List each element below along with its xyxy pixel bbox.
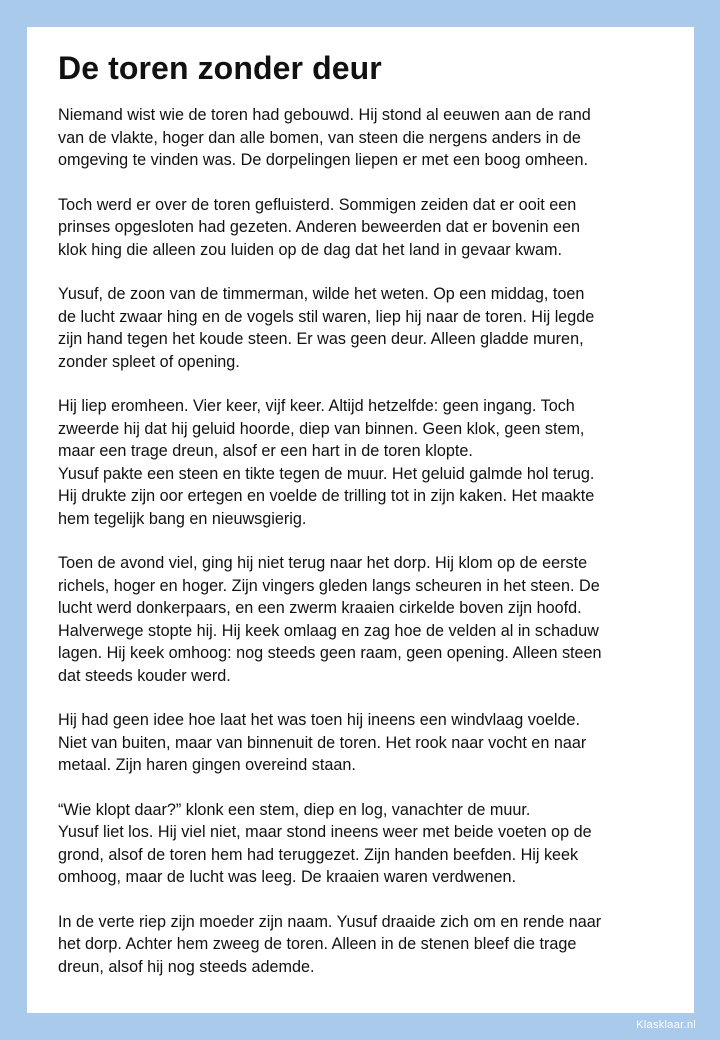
- story-paragraph-2: Toch werd er over de toren gefluisterd. Sommigen zeiden dat er ooit een prinses opgesloten had gezeten. Anderen beweerden dat er bovenin een klok hing die alleen zou luiden op de dag dat het land in gevaar kwam.: [58, 195, 580, 259]
- story-paragraph-3: Yusuf, de zoon van de timmerman, wilde het weten. Op een middag, toen de lucht zwaar hing en de vogels stil waren, liep hij naar de toren. Hij legde zijn hand tegen het koude steen. Er was geen deur. Alleen gladde muren, zonder spleet of opening.: [58, 285, 595, 371]
- story-quote: “Wie klopt daar?” klonk een stem, diep en log, vanachter de muur.: [58, 800, 531, 819]
- story-paragraph-5: Yusuf pakte een steen en tikte tegen de muur. Het geluid galmde hol terug. Hij drukte zijn oor ertegen en voelde de trilling tot in zijn kaken. Het maakte hem tegelijk bang en nieuwsgierig.: [58, 464, 595, 528]
- story-body: [58, 104, 664, 978]
- story-paragraph-6: Toen de avond viel, ging hij niet terug naar het dorp. Hij klom op de eerste richels, hoger en hoger. Zijn vingers gleden langs scheuren in het steen. De lucht werd donkerpaars, en een zwerm kraaien cirkelde boven zijn hoofd. Halverwege stopte hij. Hij keek omlaag en zag hoe de velden al in schaduw lagen. Hij keek omhoog: nog steeds geen raam, geen opening. Alleen steen dat steeds kouder werd.: [58, 554, 602, 685]
- footer-brand: Klasklaar.nl: [636, 1019, 696, 1031]
- story-title: De toren zonder deur: [58, 50, 382, 86]
- story-paragraph-7: Hij had geen idee hoe laat het was toen hij ineens een windvlaag voelde. Niet van buiten, maar van binnenuit de toren. Het rook naar vocht en naar metaal. Zijn haren gingen overeind staan.: [58, 711, 587, 774]
- story-paragraph-4: Hij liep eromheen. Vier keer, vijf keer. Altijd hetzelfde: geen ingang. Toch zweerde hij dat hij geluid hoorde, diep van binnen. Geen klok, geen stem, maar een trage dreun, alsof er een hart in de toren klopte.: [58, 397, 585, 460]
- story-paragraph-1: Niemand wist wie de toren had gebouwd. Hij stond al eeuwen aan de rand van de vlakte, hoger dan alle bomen, van steen die nergens anders in de omgeving te vinden was. De dorpelingen liepen er met een boog omheen.: [58, 106, 591, 169]
- story-page: [27, 27, 694, 1013]
- story-paragraph-8: Yusuf liet los. Hij viel niet, maar stond ineens weer met beide voeten op de grond, alsof de toren hem had teruggezet. Zijn handen beefden. Hij keek omhoog, maar de lucht was leeg. De kraaien waren verdwenen.: [58, 823, 592, 886]
- story-paragraph-9: In de verte riep zijn moeder zijn naam. Yusuf draaide zich om en rende naar het dorp. Achter hem zweeg de toren. Alleen in de stenen bleef die trage dreun, alsof hij nog steeds ademde.: [58, 912, 602, 976]
